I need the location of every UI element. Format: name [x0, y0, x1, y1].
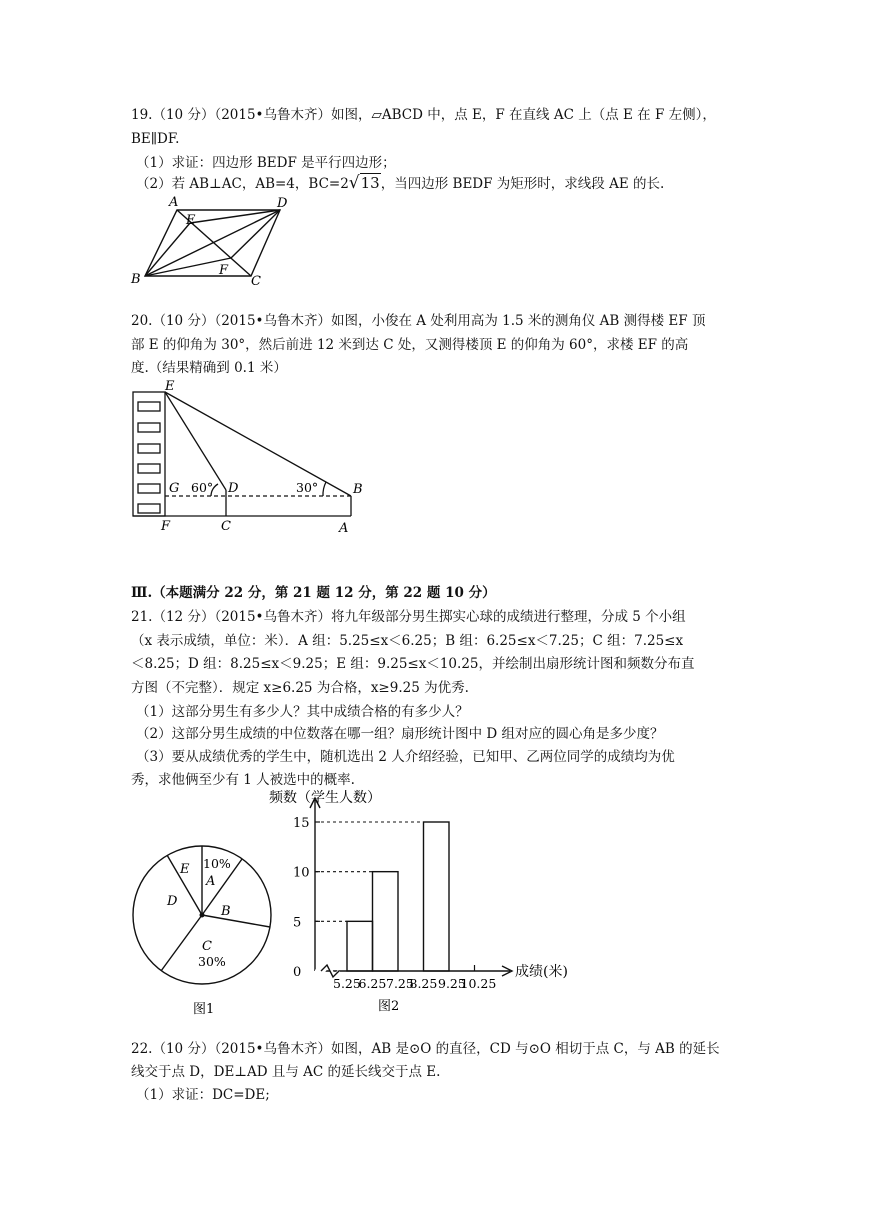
x-tick-label: 10.25: [460, 976, 497, 991]
q19-line1: 19.（10 分）（2015•乌鲁木齐）如图，▱ABCD 中，点 E，F 在直线 AC 上（点 E 在 F 左侧），: [131, 107, 716, 123]
label-B: B: [353, 482, 363, 497]
y-tick-label: 15: [293, 816, 310, 831]
x-tick-label: 7.25: [386, 976, 414, 991]
parallelogram-figure: [125, 190, 295, 290]
pie-label-A-pct: 10%: [203, 856, 231, 871]
pie-caption: 图1: [193, 1002, 215, 1017]
q20-line2: 部 E 的仰角为 30°，然后前进 12 米到达 C 处，又测得楼顶 E 的仰角为 60°，求楼 EF 的高: [131, 337, 689, 353]
q21-part3b: 秀，求他俩至少有 1 人被选中的概率.: [131, 772, 355, 788]
pie-label-A: A: [206, 874, 216, 889]
building-figure: [125, 372, 370, 537]
pie-label-C: C: [202, 939, 212, 954]
hist-xlabel: 成绩(米): [515, 964, 568, 980]
y-tick-label: 10: [293, 865, 310, 881]
hist-caption: 图2: [378, 999, 400, 1014]
y-tick-label: 5: [293, 915, 302, 931]
q20-line3: 度.（结果精确到 0.1 米）: [131, 360, 287, 376]
pie-chart: [125, 836, 280, 1021]
label-D: D: [228, 481, 239, 496]
q22-line2: 线交于点 D，DE⊥AD 且与 AC 的延长线交于点 E.: [131, 1064, 441, 1080]
angle-30: 30°: [296, 480, 319, 495]
label-C: C: [221, 519, 231, 534]
pie-label-E: E: [180, 862, 190, 877]
x-tick-label: 6.25: [358, 976, 387, 991]
q22-line1: 22.（10 分）（2015•乌鲁木齐）如图，AB 是⊙O 的直径，CD 与⊙O 相切于点 C，与 AB 的延长: [131, 1041, 720, 1057]
label-A: A: [339, 521, 349, 536]
pie-divider-CD: [161, 915, 202, 971]
label-B: B: [131, 272, 141, 287]
label-C: C: [251, 274, 261, 289]
q19-part1: （1）求证：四边形 BEDF 是平行四边形；: [136, 155, 396, 171]
bar-6.25-7.25: [373, 872, 399, 971]
q20-line1: 20.（10 分）（2015•乌鲁木齐）如图，小俊在 A 处利用高为 1.5 米的测角仪 AB 测得楼 EF 顶: [131, 313, 706, 329]
x-tick-label: 8.25: [409, 976, 438, 991]
q21-line4: 方图（不完整）．规定 x≥6.25 为合格，x≥9.25 为优秀.: [131, 680, 469, 696]
q21-part1: （1）这部分男生有多少人？其中成绩合格的有多少人？: [136, 704, 469, 720]
sqrt-value: 13: [360, 174, 380, 192]
q19-part2-pre: （2）若 AB⊥AC，AB=4，BC=2: [136, 176, 349, 192]
q22-part1: （1）求证：DC=DE;: [136, 1087, 270, 1103]
label-E: E: [165, 379, 175, 394]
q21-line3: ＜8.25；D 组：8.25≤x＜9.25；E 组：9.25≤x＜10.25，并绘制出扇形统计图和频数分布直: [131, 656, 695, 672]
label-D: D: [277, 196, 288, 211]
label-A: A: [169, 195, 179, 210]
x-tick-label: 5.25: [333, 976, 361, 991]
q21-part2: （2）这部分男生成绩的中位数落在哪一组？扇形统计图中 D 组对应的圆心角是多少度？: [136, 726, 664, 742]
label-E: E: [186, 213, 196, 228]
pie-label-B: B: [221, 904, 231, 919]
label-F: F: [161, 519, 171, 534]
x-tick-label: 9.25: [438, 976, 466, 991]
section3-heading: Ⅲ.（本题满分 22 分，第 21 题 12 分，第 22 题 10 分）: [131, 585, 496, 601]
histogram-chart: [265, 788, 600, 1023]
q19-line2: BE∥DF.: [131, 131, 180, 147]
q21-line2: （x 表示成绩，单位：米）．A 组：5.25≤x＜6.25；B 组：6.25≤x＜7.25；C 组：7.25≤x: [131, 633, 684, 649]
pie-divider-BC: [202, 915, 270, 927]
bar-8.25-9.25: [424, 822, 450, 971]
y-tick-label: 0: [293, 965, 302, 980]
pie-center-dot: [200, 913, 205, 918]
bar-5.25-6.25: [347, 921, 373, 971]
angle-60: 60°: [191, 480, 214, 495]
q21-line1: 21.（12 分）（2015•乌鲁木齐）将九年级部分男生掷实心球的成绩进行整理，分成 5 个小组: [131, 609, 686, 625]
pie-label-D: D: [167, 894, 178, 909]
label-F: F: [219, 263, 229, 278]
q19-part2-post: ，当四边形 BEDF 为矩形时，求线段 AE 的长.: [380, 176, 665, 192]
label-G: G: [169, 481, 180, 496]
pie-label-C-pct: 30%: [198, 954, 226, 969]
hist-ylabel: 频数（学生人数）: [269, 790, 381, 806]
sqrt-13: √13: [348, 173, 380, 193]
q21-part3a: （3）要从成绩优秀的学生中，随机选出 2 人介绍经验，已知甲、乙两位同学的成绩均为优: [136, 749, 675, 765]
